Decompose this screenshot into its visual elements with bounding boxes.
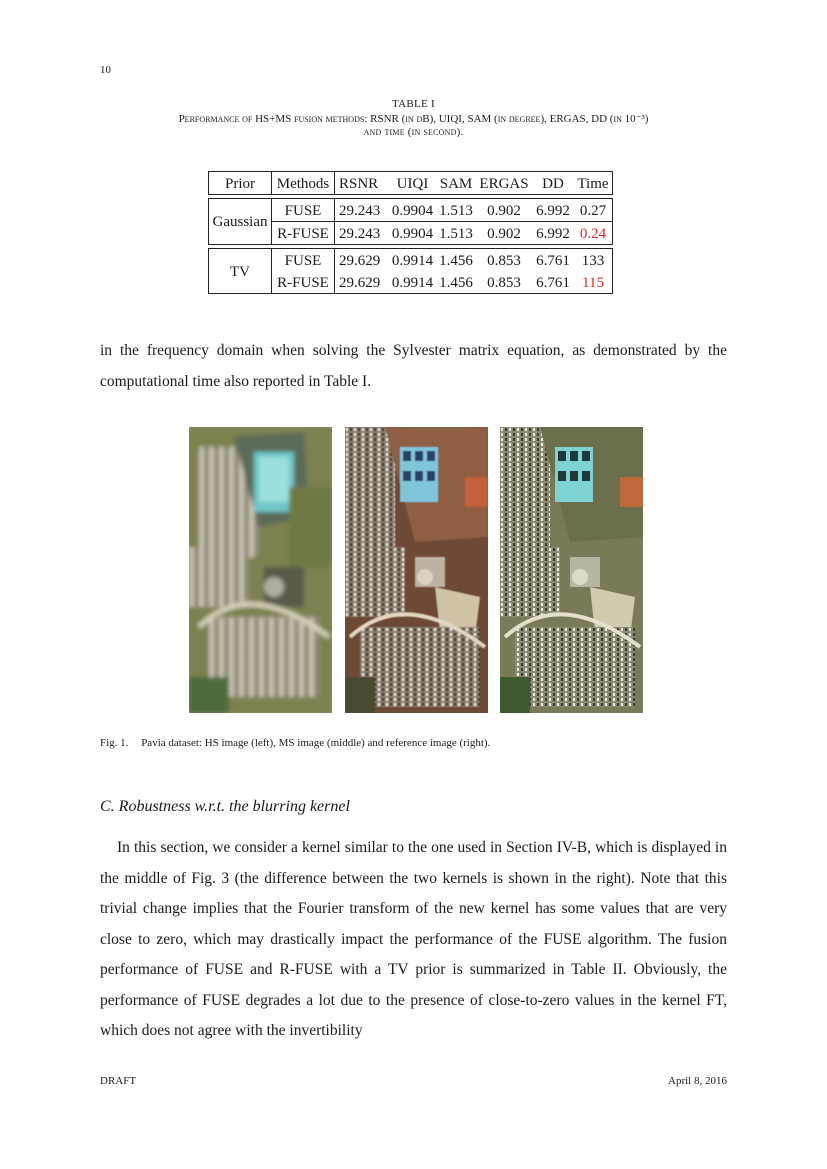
- rsnr-cell: 29.243: [335, 222, 390, 245]
- paragraph-2: [100, 833, 727, 1047]
- prior-cell: TV: [209, 249, 272, 294]
- time-cell-highlight: 115: [574, 271, 613, 294]
- section-title: C. Robustness w.r.t. the blurring kernel: [100, 798, 350, 815]
- header-dd: DD: [532, 172, 574, 195]
- page-number: 10: [100, 64, 111, 76]
- dd-cell: 6.992: [532, 222, 574, 245]
- paragraph-1: in the frequency domain when solving the Sylvester matrix equation, as demonstrated by the computational time also reported in Table I.: [100, 342, 727, 390]
- table-row: [209, 199, 613, 222]
- dd-cell: 6.761: [532, 271, 574, 294]
- dd-cell: 6.992: [532, 199, 574, 222]
- footer-right: April 8, 2016: [668, 1075, 727, 1087]
- table-caption-line1: [0, 112, 827, 125]
- method-cell: FUSE: [272, 199, 335, 222]
- method-cell: FUSE: [272, 249, 335, 272]
- uiqi-cell: 0.9904: [389, 199, 436, 222]
- header-methods: Methods: [272, 172, 335, 195]
- header-uiqi: UIQI: [389, 172, 436, 195]
- hs-image: [189, 427, 332, 713]
- rsnr-cell: 29.629: [335, 249, 390, 272]
- sam-cell: 1.513: [436, 199, 476, 222]
- table-label: TABLE I: [391, 98, 436, 110]
- figure-caption: [100, 737, 490, 749]
- prior-cell: Gaussian: [209, 199, 272, 245]
- rsnr-cell: 29.629: [335, 271, 390, 294]
- table-header-row: [209, 172, 613, 195]
- sam-cell: 1.456: [436, 249, 476, 272]
- header-time: Time: [574, 172, 613, 195]
- paragraph-2-text: In this section, we consider a kernel similar to the one used in Section IV-B, which is displayed in the middle of Fig. 3 (the difference between the two kernels is shown in the right). Note that this trivial change implies that the Fourier transform of the new kernel has some values that are very close to zero, which may drastically impact the performance of the FUSE algorithm. The fusion performance of FUSE and R-FUSE with a TV prior is summarized in Table II. Obviously, the performance of FUSE degrades a lot due to the presence of close-to-zero values in the kernel FT, which does not agree with the invertibility: [100, 839, 727, 1039]
- header-sam: SAM: [436, 172, 476, 195]
- header-prior: Prior: [209, 172, 272, 195]
- uiqi-cell: 0.9914: [389, 271, 436, 294]
- footer-left: DRAFT: [100, 1075, 137, 1087]
- table-caption-text: Performance of HS+MS fusion methods: RSNR (in dB), UIQI, SAM (in degree), ERGAS, DD (in 10⁻³): [178, 113, 649, 125]
- sam-cell: 1.456: [436, 271, 476, 294]
- ergas-cell: 0.902: [476, 222, 532, 245]
- table-caption-line2: and time (in second).: [363, 126, 464, 138]
- figure-label: Fig. 1.: [100, 737, 129, 749]
- ms-image: [345, 427, 488, 713]
- figure-caption-text: Pavia dataset: HS image (left), MS image (middle) and reference image (right).: [141, 737, 491, 749]
- reference-image: [500, 427, 643, 713]
- header-rsnr: RSNR: [335, 172, 390, 195]
- uiqi-cell: 0.9914: [389, 249, 436, 272]
- time-cell: 0.27: [574, 199, 613, 222]
- dd-cell: 6.761: [532, 249, 574, 272]
- ergas-cell: 0.902: [476, 199, 532, 222]
- rsnr-cell: 29.243: [335, 199, 390, 222]
- ergas-cell: 0.853: [476, 271, 532, 294]
- method-cell: R-FUSE: [272, 222, 335, 245]
- method-cell: R-FUSE: [272, 271, 335, 294]
- time-cell: 133: [574, 249, 613, 272]
- sam-cell: 1.513: [436, 222, 476, 245]
- table-row: [209, 249, 613, 272]
- uiqi-cell: 0.9904: [389, 222, 436, 245]
- time-cell-highlight: 0.24: [574, 222, 613, 245]
- header-ergas: ERGAS: [476, 172, 532, 195]
- results-table: [208, 171, 613, 294]
- ergas-cell: 0.853: [476, 249, 532, 272]
- figure-1: [189, 427, 644, 713]
